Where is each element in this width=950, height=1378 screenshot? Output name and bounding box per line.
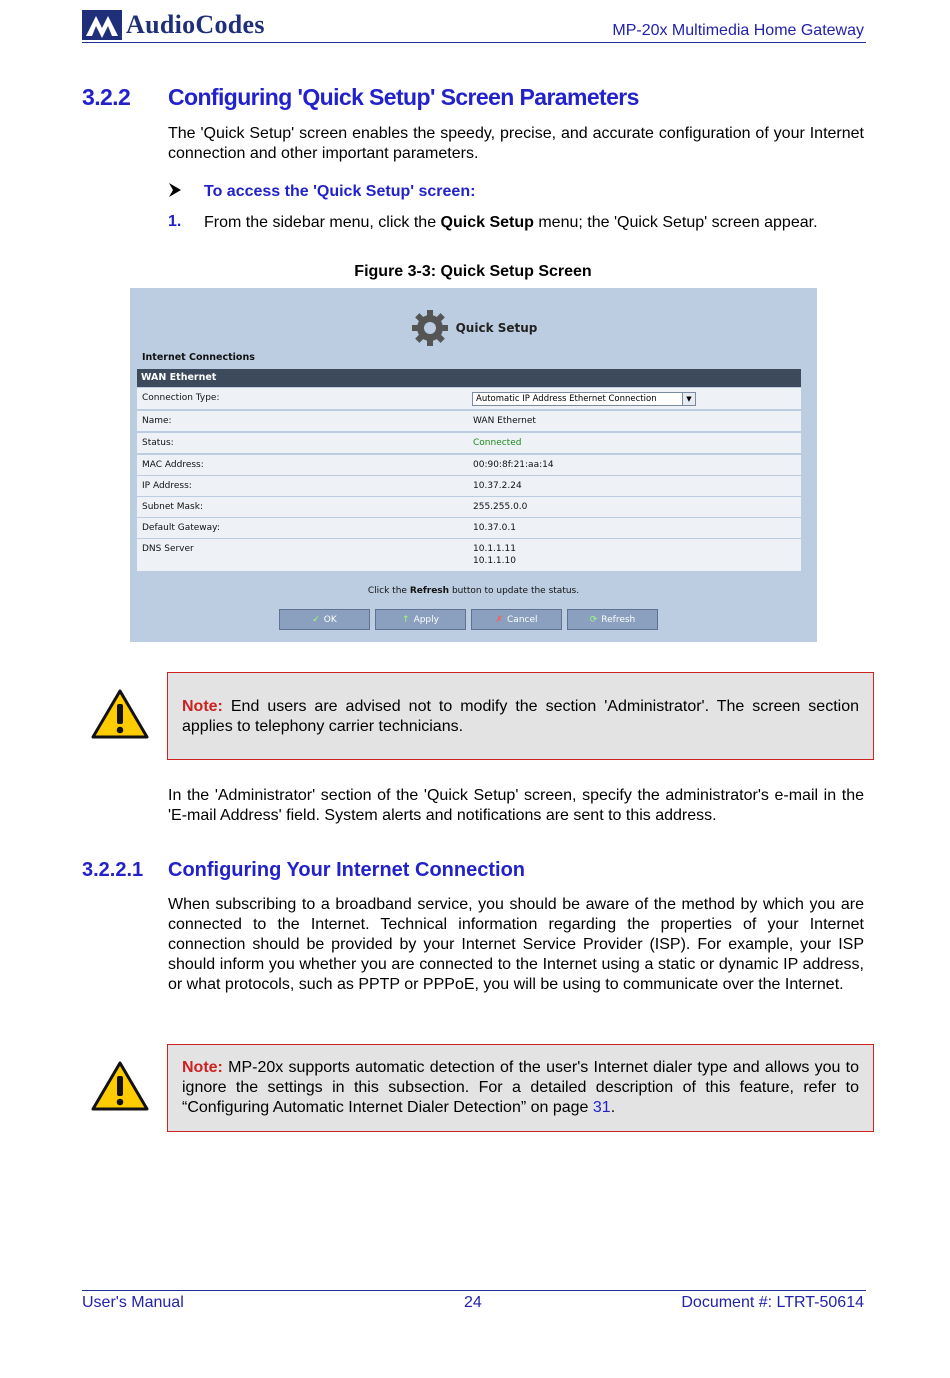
- page-link[interactable]: 31: [592, 1099, 611, 1116]
- figure-title-bar: [130, 308, 817, 348]
- warning-icon: [90, 1060, 150, 1112]
- row-label: IP Address:: [142, 481, 192, 491]
- note-text: End users are advised not to modify the section 'Administrator'. The screen section applies to telephony carrier technicians.: [182, 698, 859, 735]
- subsection-title: Configuring Your Internet Connection: [168, 859, 526, 881]
- ok-label: OK: [323, 614, 337, 625]
- audiocodes-logo: [82, 8, 265, 42]
- figure-caption: Figure 3-3: Quick Setup Screen: [354, 263, 592, 280]
- figure-title: Quick Setup: [455, 321, 538, 335]
- row-label: DNS Server: [142, 544, 194, 554]
- row-value: 00:90:8f:21:aa:14: [473, 460, 554, 470]
- refresh-label: Refresh: [601, 614, 636, 625]
- refresh-hint: [130, 586, 817, 596]
- ok-button[interactable]: [279, 609, 370, 630]
- note-box-administrator: [167, 672, 874, 760]
- row-status: [137, 433, 801, 453]
- hint-bold: Refresh: [409, 586, 450, 596]
- audiocodes-logo-icon: [82, 10, 122, 40]
- quick-setup-figure: [130, 288, 817, 642]
- hint-pre: Click the: [367, 586, 410, 596]
- row-connection-type: [137, 388, 801, 409]
- row-label: Connection Type:: [142, 393, 220, 403]
- connection-type-value: Automatic IP Address Ethernet Connection: [476, 394, 657, 404]
- status-value: Connected: [473, 438, 522, 448]
- note-label: Note:: [182, 1059, 223, 1076]
- row-value: 255.255.0.0: [473, 502, 528, 512]
- cancel-button[interactable]: [471, 609, 562, 630]
- row-label: Subnet Mask:: [142, 502, 203, 512]
- internet-connections-heading: Internet Connections: [142, 352, 255, 363]
- document-number: Document #: LTRT-50614: [681, 1294, 864, 1311]
- warning-icon: [90, 688, 150, 740]
- note-end: .: [610, 1099, 616, 1116]
- section-number: 3.2.2: [82, 84, 131, 110]
- subsection-number: 3.2.2.1: [82, 859, 144, 881]
- note-box-dialer-detection: [167, 1044, 874, 1132]
- row-value: 10.37.0.1: [473, 523, 516, 533]
- administrator-paragraph: In the 'Administrator' section of the 'Quick Setup' screen, specify the administrator's e-mail in the 'E-mail Address' field. System alerts and notifications are sent to this address.: [168, 787, 864, 824]
- footer-left: User's Manual: [82, 1294, 184, 1311]
- chevron-down-icon[interactable]: ▼: [682, 393, 695, 405]
- brand-name: AudioCodes: [126, 10, 265, 39]
- row-label: Name:: [142, 416, 172, 426]
- row-label: Default Gateway:: [142, 523, 220, 533]
- arrow-bullet-icon: [168, 182, 182, 203]
- row-dns-server: [137, 539, 801, 571]
- cancel-label: Cancel: [507, 614, 538, 625]
- refresh-button[interactable]: [567, 609, 658, 630]
- row-value-2: 10.1.1.10: [473, 556, 516, 566]
- connection-type-select[interactable]: [472, 392, 696, 406]
- footer-rule: [82, 1290, 866, 1291]
- row-name: [137, 411, 801, 431]
- row-ip-address: [137, 476, 801, 496]
- subsection-body: When subscribing to a broadband service, you should be aware of the method by which you are connected to the Internet. Technical information regarding the properties of your Internet connection should be provided by your Internet Service Provider (ISP). For example, your ISP should inform you whether you are connected to the Internet using a static or dynamic IP address, or what protocols, such as PPTP or PPPoE, you will be using to communicate over the Internet.: [168, 896, 864, 993]
- intro-paragraph: The 'Quick Setup' screen enables the speedy, precise, and accurate configuration of your Internet connection and other important parameters.: [168, 125, 864, 162]
- gear-icon: [410, 308, 450, 348]
- page-number: 24: [464, 1294, 482, 1311]
- row-value: 10.1.1.11: [473, 544, 516, 554]
- step-text-post: menu; the 'Quick Setup' screen appear.: [533, 214, 818, 231]
- step-text-pre: From the sidebar menu, click the: [204, 214, 441, 231]
- procedure-title: To access the 'Quick Setup' screen:: [204, 183, 476, 200]
- row-label: Status:: [142, 438, 174, 448]
- step-text-bold: Quick Setup: [440, 214, 534, 231]
- row-subnet-mask: [137, 497, 801, 517]
- row-label: MAC Address:: [142, 460, 204, 470]
- x-icon: ✗: [495, 614, 504, 625]
- row-value: 10.37.2.24: [473, 481, 522, 491]
- step-text: [204, 213, 864, 233]
- header-rule: [82, 42, 866, 43]
- refresh-icon: ⟳: [589, 614, 598, 625]
- row-value: WAN Ethernet: [473, 416, 536, 426]
- step-number: 1.: [168, 213, 182, 230]
- note-text: MP-20x supports automatic detection of the user's Internet dialer type and allows you to ignore the settings in this subsection. For a detailed description of this feature, refer to “Configuring Automatic Internet Dialer Detection” on page: [182, 1059, 859, 1116]
- document-title: MP-20x Multimedia Home Gateway: [612, 22, 864, 39]
- row-mac-address: [137, 455, 801, 475]
- check-icon: ✓: [312, 614, 320, 625]
- apply-button[interactable]: [375, 609, 466, 630]
- hint-post: button to update the status.: [449, 586, 580, 596]
- wan-ethernet-bar: WAN Ethernet: [137, 369, 801, 387]
- apply-label: Apply: [413, 614, 439, 625]
- note-label: Note:: [182, 698, 223, 715]
- section-title: Configuring 'Quick Setup' Screen Parameters: [168, 84, 639, 110]
- row-default-gateway: [137, 518, 801, 538]
- arrow-up-icon: ↑: [402, 614, 410, 625]
